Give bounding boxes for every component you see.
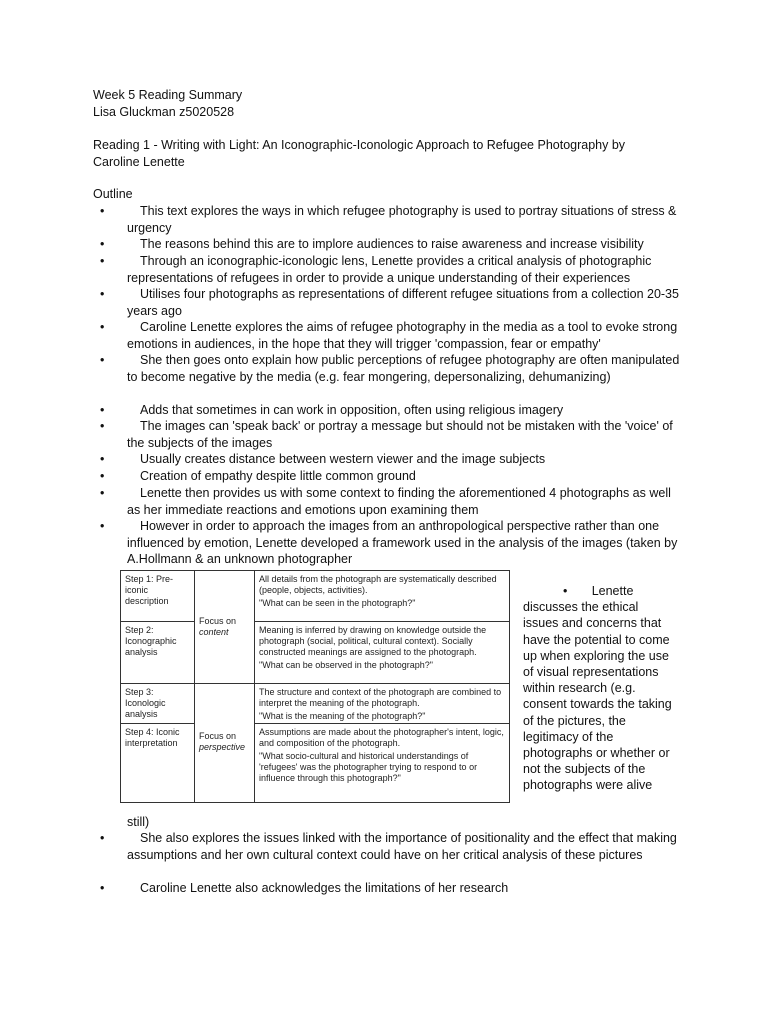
- table-step-cell: Step 3: Iconologic analysis: [125, 687, 166, 719]
- table-focus-cell: Focus on content: [199, 616, 237, 637]
- bullet-icon: •: [100, 353, 105, 367]
- bullet-icon: •: [100, 403, 105, 417]
- list-item: • Caroline Lenette explores the aims of refugee photography in the media as a tool to evoke strong emotions in audiences, in the hope that they will trigger 'compassion, fear or empathy': [100, 320, 678, 351]
- bullet-icon: •: [563, 584, 568, 598]
- reading-title-line-1: Reading 1 - Writing with Light: An Iconographic-Iconologic Approach to Refugee Photography by: [93, 138, 626, 152]
- bullet-icon: •: [100, 237, 105, 251]
- bullet-icon: •: [100, 831, 105, 845]
- list-item: • Caroline Lenette also acknowledges the limitations of her research: [100, 881, 509, 895]
- bullet-icon: •: [100, 254, 105, 268]
- list-item: • Usually creates distance between western viewer and the image subjects: [100, 452, 546, 466]
- list-item: • However in order to approach the images from an anthropological perspective rather than one influenced by emotion, Lenette developed a framework used in the analysis of the images (taken by A.Hollmann & an unknown photographer: [100, 519, 678, 566]
- table-description-cell: All details from the photograph are systematically described (people, objects, activities). "What can be seen in the photograph?": [259, 574, 497, 608]
- side-list-item: • Lenette discusses the ethical issues and concerns that have the potential to come up when exploring the use of visual representations within research (e.g. consent towards the taking of the pictures, the legitimacy of the photographs or whether or not the subjects of the photographs were alive: [523, 584, 672, 793]
- bullet-icon: •: [100, 519, 105, 533]
- table-description-cell: The structure and context of the photograph are combined to interpret the meaning of the photograph. "What is the meaning of the photograph?": [259, 687, 502, 721]
- outline-heading: Outline: [93, 187, 133, 201]
- bullet-icon: •: [100, 469, 105, 483]
- bullet-icon: •: [100, 320, 105, 334]
- bullet-icon: •: [100, 486, 105, 500]
- bullet-icon: •: [100, 287, 105, 301]
- table-step-cell: Step 2: Iconographic analysis: [125, 625, 177, 657]
- list-item: • The images can 'speak back' or portray a message but should not be mistaken with the 'voice' of the subjects of the images: [100, 419, 673, 450]
- author-line: Lisa Gluckman z5020528: [93, 105, 235, 119]
- table-description-cell: Assumptions are made about the photographer's intent, logic, and composition of the photograph. "What socio-cultural and historical understandings of 'refugees' was the photographer trying to respond to or influence through this photograph?": [259, 727, 504, 783]
- list-item: • Creation of empathy despite little common ground: [100, 469, 416, 483]
- bullet-icon: •: [100, 204, 105, 218]
- reading-title-line-2: Caroline Lenette: [93, 155, 185, 169]
- table-description-cell: Meaning is inferred by drawing on knowledge outside the photograph (social, political, cultural context). Socially constructed meanings are assigned to the photograph. "What can be observed in the photograph?": [259, 625, 487, 670]
- bullet-icon: •: [100, 419, 105, 433]
- table-divider: [194, 571, 195, 802]
- list-item: • This text explores the ways in which refugee photography is used to portray situations of stress & urgency: [100, 204, 677, 235]
- table-step-cell: Step 1: Pre-iconic description: [125, 574, 174, 606]
- list-item: • Lenette then provides us with some context to finding the aforementioned 4 photographs as well as her immediate reactions and emotions upon examining them: [100, 486, 671, 517]
- document-title: Week 5 Reading Summary: [93, 88, 243, 102]
- list-item: • The reasons behind this are to implore audiences to raise awareness and increase visibility: [100, 237, 644, 251]
- list-item: • Through an iconographic-iconologic lens, Lenette provides a critical analysis of photographic representations of refugees in order to provide a unique understanding of their experiences: [100, 254, 652, 285]
- bullet-icon: •: [100, 452, 105, 466]
- table-step-cell: Step 4: Iconic interpretation: [125, 727, 180, 748]
- table-focus-cell: Focus on perspective: [199, 731, 246, 752]
- list-item: • Utilises four photographs as representations of different refugee situations from a collection 20-35 years ago: [100, 287, 679, 318]
- bullet-icon: •: [100, 881, 105, 895]
- list-item: • She then goes onto explain how public perceptions of refugee photography are often manipulated to become negative by the media (e.g. fear mongering, depersonalizing, dehumanizing): [100, 353, 680, 384]
- list-item: • She also explores the issues linked with the importance of positionality and the effect that making assumptions and her own cultural context could have on her critical analysis of these pictures: [100, 831, 677, 862]
- list-item: • Adds that sometimes in can work in opposition, often using religious imagery: [100, 403, 564, 417]
- framework-table: [120, 570, 510, 803]
- side-item-continuation: still): [127, 815, 150, 829]
